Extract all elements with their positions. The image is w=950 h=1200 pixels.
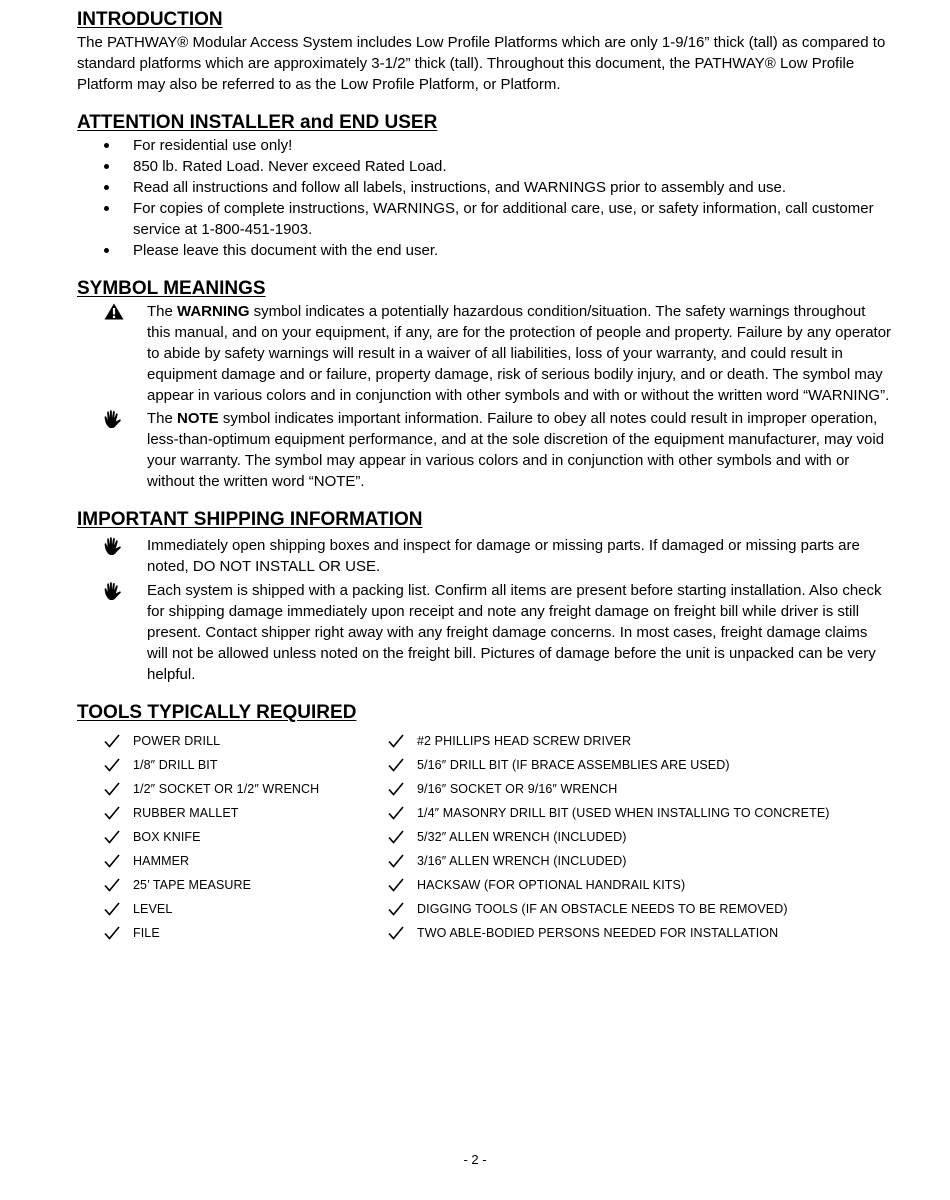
tool-item: DIGGING TOOLS (IF AN OBSTACLE NEEDS TO BE REMOVED) <box>388 897 808 921</box>
tool-item: 25’ TAPE MEASURE <box>104 873 524 897</box>
shipping-note-text: Each system is shipped with a packing list. Confirm all items are present before starting installation. Also check for shipping damage immediately upon receipt and note any freight damage on freight bill while driver is still present. Contact shipper right away with any freight damage concerns. In most cases, freight damage claims will not be allowed unless noted on the freight bill. Pictures of damage before the unit is unpacked can be very helpful. <box>147 582 882 683</box>
list-item <box>77 177 892 198</box>
tool-item: FILE <box>104 921 524 945</box>
list-item-text: For copies of complete instructions, WARNINGS, or for additional care, use, or safety information, call customer service at 1-800-451-1903. <box>133 200 874 238</box>
page-number: - 2 - <box>463 1152 487 1167</box>
tool-item: 1/2″ SOCKET OR 1/2″ WRENCH <box>104 777 524 801</box>
tool-item: LEVEL <box>104 897 524 921</box>
list-item-text: Read all instructions and follow all labels, instructions, and WARNINGS prior to assembly and use. <box>133 179 787 196</box>
attention-heading: ATTENTION INSTALLER and END USER <box>77 112 438 133</box>
bullet-icon <box>104 248 109 253</box>
shipping-note-row <box>77 580 892 685</box>
tool-item: 1/4″ MASONRY DRILL BIT (USED WHEN INSTALLING TO CONCRETE) <box>388 801 808 825</box>
symbol-meanings-section <box>77 277 892 492</box>
tool-item: 5/32″ ALLEN WRENCH (INCLUDED) <box>388 825 808 849</box>
tools-heading: TOOLS TYPICALLY REQUIRED <box>77 702 357 723</box>
note-prefix: The <box>147 410 178 427</box>
checkmark-icon <box>388 758 404 772</box>
tool-item: HAMMER <box>104 849 524 873</box>
list-item-text: 850 lb. Rated Load. Never exceed Rated Load. <box>133 158 447 175</box>
list-item-text: For residential use only! <box>133 137 293 154</box>
tool-item: HACKSAW (FOR OPTIONAL HANDRAIL KITS) <box>388 873 808 897</box>
checkmark-icon <box>388 806 404 820</box>
tool-item: #2 PHILLIPS HEAD SCREW DRIVER <box>388 729 808 753</box>
tool-item: 5/16″ DRILL BIT (IF BRACE ASSEMBLIES ARE USED) <box>388 753 808 777</box>
checkmark-icon <box>388 782 404 796</box>
shipping-note-row <box>77 535 892 577</box>
note-description: symbol indicates important information. Failure to obey all notes could result in improper operation, less-than-optimum equipment performance, and at the sole discretion of the equipment manufacturer, may void your warranty. The symbol may appear in various colors and in conjunction with other symbols and with or without the written word “NOTE”. <box>147 410 885 490</box>
tool-item: 3/16″ ALLEN WRENCH (INCLUDED) <box>388 849 808 873</box>
tools-column-right <box>388 729 830 945</box>
hand-note-icon <box>104 410 124 428</box>
tool-item: 9/16″ SOCKET OR 9/16″ WRENCH <box>388 777 808 801</box>
checkmark-icon <box>104 878 120 892</box>
document-page <box>77 8 892 945</box>
list-item <box>77 240 892 261</box>
introduction-text: The PATHWAY® Modular Access System includes Low Profile Platforms which are only 1-9/16” thick (tall) as compared to standard platforms which are approximately 3-1/2” thick (tall). Throughout this document, the PATHWAY® Low Profile Platform may also be referred to as the Low Profile Platform, or Platform. <box>77 34 886 93</box>
checkmark-icon <box>388 902 404 916</box>
warning-keyword: WARNING <box>177 303 250 320</box>
note-keyword: NOTE <box>177 410 219 427</box>
shipping-note-text: Immediately open shipping boxes and inspect for damage or missing parts. If damaged or missing parts are noted, DO NOT INSTALL OR USE. <box>147 537 860 575</box>
checkmark-icon <box>104 830 120 844</box>
list-item <box>77 156 892 177</box>
attention-section <box>77 111 892 261</box>
attention-list <box>77 135 892 261</box>
checkmark-icon <box>104 926 120 940</box>
checkmark-icon <box>104 734 120 748</box>
checkmark-icon <box>388 878 404 892</box>
tool-item: RUBBER MALLET <box>104 801 524 825</box>
list-item-text: Please leave this document with the end user. <box>133 242 439 259</box>
checkmark-icon <box>388 926 404 940</box>
checkmark-icon <box>388 854 404 868</box>
introduction-section <box>77 8 892 95</box>
warning-prefix: The <box>147 303 178 320</box>
note-symbol-row <box>77 408 892 492</box>
hand-note-icon <box>104 582 124 600</box>
tools-list <box>77 729 892 945</box>
shipping-section <box>77 508 892 685</box>
warning-symbol-row <box>77 301 892 406</box>
checkmark-icon <box>104 854 120 868</box>
checkmark-icon <box>388 830 404 844</box>
warning-description: symbol indicates a potentially hazardous condition/situation. The safety warnings throughout this manual, and on your equipment, if any, are for the protection of people and property. Failure by any operator to abide by safety warnings will result in a waiver of all liabilities, loss of your warranty, and could result in equipment damage and or failure, property damage, risk of serious bodily injury, and or death. The symbol may appear in various colors and in conjunction with other symbols and with or without the written word “WARNING”. <box>147 303 892 404</box>
checkmark-icon <box>104 806 120 820</box>
tool-item: 1/8″ DRILL BIT <box>104 753 524 777</box>
tools-section <box>77 701 892 945</box>
list-item <box>77 135 892 156</box>
checkmark-icon <box>104 782 120 796</box>
warning-triangle-icon <box>104 303 124 321</box>
tool-item: POWER DRILL <box>104 729 524 753</box>
checkmark-icon <box>104 758 120 772</box>
tool-item: BOX KNIFE <box>104 825 524 849</box>
shipping-heading: IMPORTANT SHIPPING INFORMATION <box>77 509 423 530</box>
bullet-icon <box>104 164 109 169</box>
tool-item: TWO ABLE-BODIED PERSONS NEEDED FOR INSTALLATION <box>388 921 808 945</box>
bullet-icon <box>104 143 109 148</box>
checkmark-icon <box>388 734 404 748</box>
checkmark-icon <box>104 902 120 916</box>
introduction-heading: INTRODUCTION <box>77 9 223 30</box>
list-item <box>77 198 892 240</box>
bullet-icon <box>104 206 109 211</box>
hand-note-icon <box>104 537 124 555</box>
symbol-meanings-heading: SYMBOL MEANINGS <box>77 278 266 299</box>
bullet-icon <box>104 185 109 190</box>
